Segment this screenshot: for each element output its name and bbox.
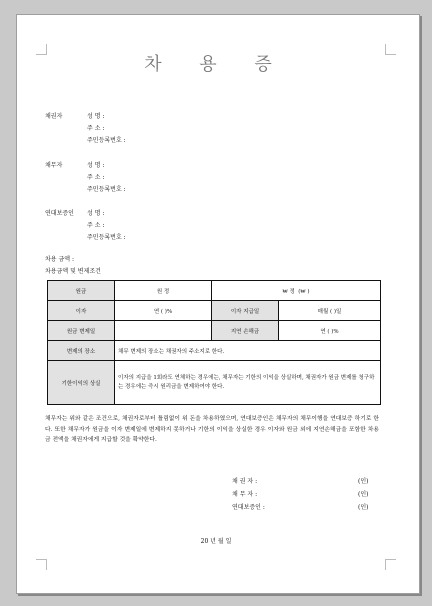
creditor-id[interactable]: 주민등록번호 : — [87, 137, 126, 144]
seal-creditor[interactable]: (인) — [358, 478, 369, 485]
repayment-date-value[interactable] — [115, 321, 212, 341]
debtor-role: 채무자 — [45, 162, 63, 169]
debtor-address[interactable]: 주 소 : — [87, 174, 105, 181]
table-row-principal — [48, 281, 381, 301]
interest-rate[interactable]: 연 ( )% — [115, 301, 212, 321]
creditor-address[interactable]: 주 소 : — [87, 125, 105, 132]
debtor-name[interactable]: 성 명 : — [87, 162, 105, 169]
seal-guarantor[interactable]: (인) — [358, 504, 369, 511]
table-row-interest — [48, 301, 381, 321]
debtor-id[interactable]: 주민등록번호 : — [87, 186, 126, 193]
interest-day-label: 이자 지급일 — [212, 301, 279, 321]
loan-amount-label[interactable]: 차용 금액 : — [45, 256, 75, 263]
document-title: 차 용 증 — [144, 54, 288, 75]
guarantor-name[interactable]: 성 명 : — [87, 210, 105, 217]
principal-won[interactable]: 원 정 — [115, 281, 212, 301]
guarantor-address[interactable]: 주 소 : — [87, 222, 105, 229]
principal-label: 원금 — [48, 281, 115, 301]
loan-terms-table — [47, 280, 381, 405]
signature-debtor-label: 채 무 자 : — [232, 491, 258, 498]
crop-mark-bottom-left — [36, 559, 47, 570]
table-row-acceleration — [48, 361, 381, 405]
signature-debtor — [232, 489, 369, 498]
signature-guarantor-label: 연대보증인 : — [232, 504, 265, 511]
terms-heading: 차용금액 및 변제조건 — [45, 268, 101, 275]
crop-mark-bottom-right — [385, 559, 396, 570]
interest-day[interactable]: 매월 ( )일 — [279, 301, 381, 321]
acceleration-label: 기한이익의 상실 — [48, 361, 115, 405]
repayment-date-label: 원금 변제일 — [48, 321, 115, 341]
seal-debtor[interactable]: (인) — [358, 491, 369, 498]
table-row-place — [48, 341, 381, 361]
repayment-place-text: 채무 변제의 장소는 채권자의 주소지로 한다. — [115, 341, 381, 361]
signature-creditor — [232, 476, 369, 485]
principal-krw[interactable]: ₩ 정 (₩ ) — [212, 281, 381, 301]
guarantor-id[interactable]: 주민등록번호 : — [87, 234, 126, 241]
late-fee-rate[interactable]: 연 ( )% — [279, 321, 381, 341]
document-date[interactable]: 20 년 월 일 — [200, 538, 232, 545]
table-row-repayment — [48, 321, 381, 341]
interest-label: 이자 — [48, 301, 115, 321]
repayment-place-label: 변제의 장소 — [48, 341, 115, 361]
signature-creditor-label: 채 권 자 : — [232, 478, 258, 485]
body-paragraph: 채무자는 위와 같은 조건으로, 채권자로부터 틀림없이 위 돈을 차용하였으며, 연대보증인은 채무자의 채무이행을 연대보증 하기로 한다. 또한 채무자가 원금을 이자 변제일에 변제하지 못하거나 기한의 이익을 상실한 경우 이자와 원금 외에 지연손해금을 포함한 차용금 전액을 채권자에게 지급할 것을 확약한다. — [45, 416, 379, 444]
creditor-role: 채권자 — [45, 113, 63, 120]
late-fee-label: 지연 손해금 — [212, 321, 279, 341]
guarantor-role: 연대보증인 — [45, 210, 74, 217]
signature-guarantor — [232, 502, 369, 511]
acceleration-text: 이자의 지급을 1회라도 연체하는 경우에는, 채무자는 기한의 이익을 상실하며, 채권자가 원금 변제를 청구하는 경우에는 즉시 원리금을 변제하여야 한다. — [115, 361, 381, 405]
creditor-name[interactable]: 성 명 : — [87, 113, 105, 120]
